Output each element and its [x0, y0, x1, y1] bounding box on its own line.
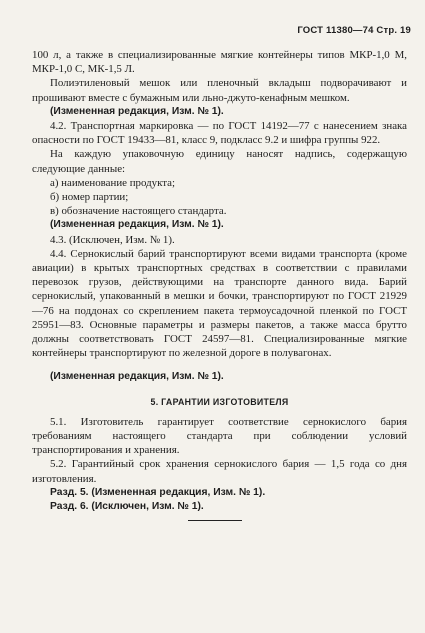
clause-4-4: 4.4. Сернокислый барий транспортируют всеми видами транспорта (кроме авиации) в крытых транспортных средствах в соответствии с правилами перевозок грузов, действующими на транспорте данного вида. Барий сернокислый, упакованный в мешки и бочки, транспортируют по ГОСТ 21929—76 на поддонах со скреплением пакета термоусадочной пленкой по ГОСТ 25951—83. Основные параметры и размеры пакетов, а также масса брутто должны соответствовать ГОСТ 24597—81. Специализированные мягкие контейнеры транспортируют по железной дороге в полувагонах.	[32, 247, 407, 360]
page-header: ГОСТ 11380—74 Стр. 19	[297, 25, 411, 36]
section-title: 5. ГАРАНТИИ ИЗГОТОВИТЕЛЯ	[150, 396, 289, 407]
amendment-note: (Измененная редакция, Изм. № 1).	[50, 371, 224, 383]
paragraph: 100 л, а также в специализированные мягкие контейнеры типов МКР-1,0 М, МКР-1,0 С, МК-1,5 Л.	[32, 49, 407, 76]
clause-4-3: 4.3. (Исключен, Изм. № 1).	[50, 233, 175, 246]
amendment-note: Разд. 5. (Измененная редакция, Изм. № 1).	[50, 486, 266, 498]
amendment-note: Разд. 6. (Исключен, Изм. № 1).	[50, 501, 204, 513]
end-rule	[188, 520, 242, 521]
amendment-note: (Измененная редакция, Изм. № 1).	[50, 219, 224, 231]
clause-4-2: 4.2. Транспортная маркировка — по ГОСТ 14192—77 с нанесением знака опасности по ГОСТ 19433—81, класс 9, подкласс 9.2 и шифра группы 922.	[32, 120, 407, 147]
clause-5-2: 5.2. Гарантийный срок хранения сернокислого бария — 1,5 года со дня изготовления.	[32, 458, 407, 485]
paragraph: Полиэтиленовый мешок или пленочный вкладыш подворачивают и прошивают вместе с бумажным или льно-джуто-кенафным мешком.	[32, 77, 407, 104]
document-body	[32, 48, 407, 514]
clause-5-1: 5.1. Изготовитель гарантирует соответствие сернокислого бария требованиям настоящего стандарта при соблюдении условий транспортирования и хранения.	[32, 415, 407, 457]
list-item: б) номер партии;	[50, 191, 129, 204]
list-item: а) наименование продукта;	[50, 176, 176, 189]
amendment-note: (Измененная редакция, Изм. № 1).	[50, 105, 224, 117]
list-item: в) обозначение настоящего стандарта.	[50, 205, 227, 218]
paragraph: На каждую упаковочную единицу наносят надпись, содержащую следующие данные:	[32, 148, 407, 175]
